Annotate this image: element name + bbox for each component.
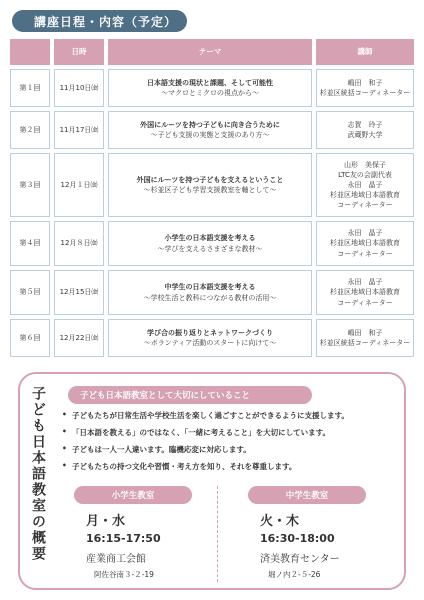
session-lecturer	[316, 319, 414, 357]
lecturer-line: 山形 美保子	[344, 160, 386, 169]
theme-subtitle: 〜マクロとミクロの視点から〜	[161, 89, 259, 97]
list-item	[62, 444, 402, 455]
session-lecturer	[316, 153, 414, 217]
divider	[217, 486, 218, 582]
lecturer-line: LTC友の会副代表	[338, 170, 392, 179]
session-theme	[108, 69, 312, 107]
bullet-icon: •	[62, 410, 67, 419]
session-theme	[108, 153, 312, 217]
lecturer-line: 志賀 玲子	[347, 120, 383, 129]
theme-subtitle: 〜子ども支援の実態と支援のあり方〜	[150, 131, 270, 139]
theme-title: 日本語支援の現状と課題、そして可能性	[147, 78, 273, 87]
theme-subtitle: 〜杉並区子ども学習支援教室を軸として〜	[143, 186, 277, 194]
lecturer-line: コーディネーター	[337, 249, 393, 258]
session-lecturer	[316, 270, 414, 315]
elementary-time: 16:15-17:50	[86, 532, 161, 545]
theme-subtitle: 〜学校生活と教科につながる教材の活用〜	[143, 293, 277, 302]
care-text: 子どもは一人一人違います。臨機応変に対応します。	[72, 445, 251, 454]
junior-class	[248, 486, 398, 580]
table-row	[10, 69, 414, 107]
session-number: 第４回	[10, 221, 50, 266]
junior-venue: 済美教育センター	[260, 554, 340, 565]
session-lecturer	[316, 111, 414, 149]
theme-subtitle: 〜ボランティア活動のスタートに向けて〜	[143, 339, 277, 347]
cares-list	[62, 410, 402, 478]
session-date: 12月８日㈮	[54, 221, 104, 266]
session-number: 第２回	[10, 111, 50, 149]
care-text: 子どもたちが日常生活や学校生活を楽しく過ごすことができるように支援します。	[72, 411, 349, 420]
elementary-days: 月・水	[86, 514, 126, 529]
header-lecturer: 講師	[316, 39, 414, 65]
lecturer-line: 杉並区地域日本語教育	[330, 239, 400, 248]
overview-box	[18, 372, 406, 590]
lecturer-line: 永田 晶子	[347, 278, 383, 287]
lecturer-line: 嶋田 和子	[347, 328, 383, 337]
header-blank	[10, 39, 50, 65]
theme-title: 中学生の日本語支援を考える	[164, 283, 256, 292]
table-row	[10, 270, 414, 315]
theme-title: 外国にルーツを持つ子どもに向き合うために	[140, 120, 280, 129]
session-number: 第３回	[10, 153, 50, 217]
theme-subtitle: 〜学びを支えるさまざまな教材〜	[157, 244, 263, 253]
bullet-icon: •	[62, 461, 67, 470]
theme-title: 小学生の日本語支援を考える	[164, 234, 256, 243]
header-theme: テーマ	[108, 39, 312, 65]
section-title: 講座日程・内容（予定）	[12, 10, 187, 32]
session-date: 11月10日㈮	[54, 69, 104, 107]
lecturer-line: 永田 晶子	[347, 229, 383, 238]
bullet-icon: •	[62, 444, 67, 453]
header-date: 日時	[54, 39, 104, 65]
lecturer-line: 杉並区統括コーディネーター	[319, 89, 411, 97]
theme-title: 外国にルーツを持つ子どもを支えるということ	[136, 175, 284, 184]
session-theme	[108, 221, 312, 266]
elementary-address: 阿佐谷南３-２-19	[94, 570, 154, 579]
list-item	[62, 461, 402, 472]
elementary-venue: 産業商工会館	[86, 554, 146, 565]
session-theme	[108, 270, 312, 315]
session-date: 12月15日㈮	[54, 270, 104, 315]
lecturer-line: 杉並区地域日本語教育	[330, 191, 400, 200]
lecturer-line: 杉並区統括コーディネーター	[319, 339, 411, 347]
bullet-icon: •	[62, 427, 67, 436]
list-item	[62, 427, 402, 438]
list-item	[62, 410, 402, 421]
session-theme	[108, 111, 312, 149]
junior-address: 堀ノ内２-５-26	[268, 570, 321, 579]
lecturer-line: 嶋田 和子	[347, 78, 383, 87]
table-body	[10, 69, 414, 357]
junior-label: 中学生教室	[248, 486, 366, 504]
care-text: 「日本語を教える」のではなく、「一緒に考えること」を大切にしています。	[72, 428, 330, 437]
lecturer-line: 永田 晶子	[347, 180, 383, 189]
session-number: 第６回	[10, 319, 50, 357]
elementary-label: 小学生教室	[74, 486, 192, 504]
lecturer-line: コーディネーター	[337, 201, 393, 210]
theme-title: 学び合の振り返りとネットワークづくり	[147, 328, 273, 337]
table-row	[10, 319, 414, 357]
schedule-table	[10, 39, 414, 361]
lecturer-line: 杉並区地域日本語教育	[330, 288, 400, 297]
session-date: 11月17日㈮	[54, 111, 104, 149]
session-date: 12月22日㈮	[54, 319, 104, 357]
table-header-row	[10, 39, 414, 65]
table-row	[10, 111, 414, 149]
table-row	[10, 221, 414, 266]
junior-days: 火・木	[260, 514, 300, 529]
cares-title: 子ども日本語教室として大切にしていること	[68, 386, 312, 404]
care-text: 子どもたちの持つ文化や習慣・考え方を知り、それを尊重します。	[72, 462, 297, 471]
table-row	[10, 153, 414, 217]
lecturer-line: 武蔵野大学	[347, 131, 383, 139]
lecturer-line: コーディネーター	[337, 298, 393, 307]
session-number: 第５回	[10, 270, 50, 315]
elementary-class	[74, 486, 224, 580]
session-lecturer	[316, 221, 414, 266]
overview-vertical-title: 子ども日本語教室の概要	[30, 386, 46, 562]
junior-time: 16:30-18:00	[260, 532, 335, 545]
session-number: 第１回	[10, 69, 50, 107]
session-theme	[108, 319, 312, 357]
session-lecturer	[316, 69, 414, 107]
session-date: 12月１日㈮	[54, 153, 104, 217]
